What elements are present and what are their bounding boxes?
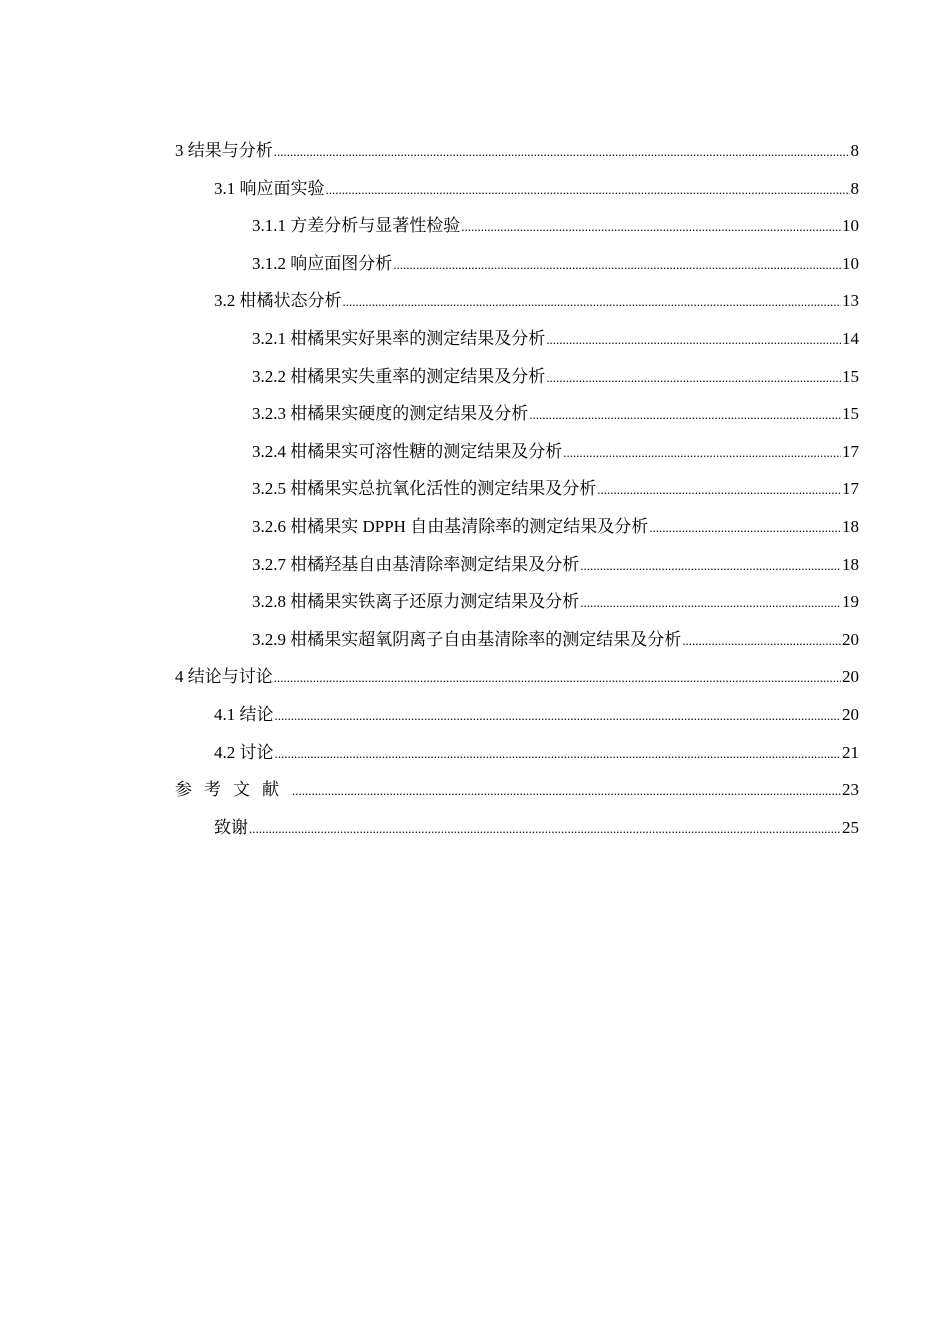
table-of-contents bbox=[175, 138, 859, 852]
toc-leader-dots bbox=[275, 702, 842, 729]
toc-entry-3[interactable] bbox=[175, 138, 859, 176]
toc-page-number: 17 bbox=[842, 479, 859, 499]
toc-entry-3-1[interactable] bbox=[175, 176, 859, 214]
toc-page-number: 14 bbox=[842, 328, 859, 348]
toc-entry-3-2-1[interactable] bbox=[175, 326, 859, 364]
toc-leader-dots bbox=[249, 815, 841, 842]
toc-entry-title: 3.2.4 柑橘果实可溶性糖的测定结果及分析 bbox=[252, 441, 563, 461]
toc-entry-title: 3.2.2 柑橘果实失重率的测定结果及分析 bbox=[252, 366, 546, 386]
toc-page-number: 10 bbox=[842, 216, 859, 236]
toc-leader-dots bbox=[649, 514, 841, 541]
toc-entry-title: 3.2.1 柑橘果实好果率的测定结果及分析 bbox=[252, 328, 546, 348]
toc-entry-title: 3.1.2 响应面图分析 bbox=[252, 253, 393, 273]
toc-leader-dots bbox=[275, 740, 842, 767]
toc-entry-references[interactable] bbox=[175, 777, 859, 815]
toc-page-number: 20 bbox=[842, 629, 859, 649]
toc-leader-dots bbox=[274, 138, 850, 165]
toc-page-number: 25 bbox=[842, 817, 859, 837]
toc-entry-title: 4.1 结论 bbox=[214, 704, 274, 724]
toc-entry-3-2-7[interactable] bbox=[175, 552, 859, 590]
toc-entry-3-2-8[interactable] bbox=[175, 589, 859, 627]
toc-leader-dots bbox=[597, 476, 841, 503]
toc-page-number: 18 bbox=[842, 516, 859, 536]
toc-entry-title: 3.2.6 柑橘果实 DPPH 自由基清除率的测定结果及分析 bbox=[252, 516, 649, 536]
toc-leader-dots bbox=[343, 288, 842, 315]
toc-entry-acknowledgements[interactable] bbox=[175, 815, 859, 853]
toc-page-number: 10 bbox=[842, 253, 859, 273]
toc-entry-3-2-5[interactable] bbox=[175, 476, 859, 514]
toc-entry-title: 4.2 讨论 bbox=[214, 742, 274, 762]
toc-leader-dots bbox=[274, 664, 841, 691]
toc-leader-dots bbox=[292, 777, 841, 804]
toc-page-number: 15 bbox=[842, 366, 859, 386]
toc-page-number: 15 bbox=[842, 404, 859, 424]
toc-entry-3-2-2[interactable] bbox=[175, 364, 859, 402]
toc-leader-dots bbox=[580, 552, 841, 579]
toc-entry-title: 3.2.3 柑橘果实硬度的测定结果及分析 bbox=[252, 404, 529, 424]
toc-page-number: 20 bbox=[842, 667, 859, 687]
toc-page-number: 8 bbox=[850, 178, 859, 198]
toc-page-number: 13 bbox=[842, 291, 859, 311]
toc-leader-dots bbox=[546, 326, 841, 353]
toc-entry-title: 3.1 响应面实验 bbox=[214, 178, 325, 198]
toc-entry-title: 参考文献 bbox=[175, 780, 291, 800]
toc-entry-title: 4 结论与讨论 bbox=[175, 667, 273, 687]
toc-entry-3-1-1[interactable] bbox=[175, 213, 859, 251]
toc-entry-4[interactable] bbox=[175, 664, 859, 702]
toc-entry-title: 3.2.8 柑橘果实铁离子还原力测定结果及分析 bbox=[252, 592, 580, 612]
toc-entry-title: 3.2 柑橘状态分析 bbox=[214, 291, 342, 311]
toc-page-number: 23 bbox=[842, 780, 859, 800]
toc-entry-title: 3 结果与分析 bbox=[175, 141, 273, 160]
toc-leader-dots bbox=[546, 364, 841, 391]
toc-leader-dots bbox=[461, 213, 841, 240]
toc-entry-3-2-9[interactable] bbox=[175, 627, 859, 665]
toc-entry-3-2-4[interactable] bbox=[175, 439, 859, 477]
toc-entry-3-1-2[interactable] bbox=[175, 251, 859, 289]
toc-page-number: 8 bbox=[850, 141, 859, 160]
toc-page-number: 21 bbox=[842, 742, 859, 762]
toc-leader-dots bbox=[326, 176, 850, 203]
toc-entry-title: 3.2.7 柑橘羟基自由基清除率测定结果及分析 bbox=[252, 554, 580, 574]
toc-entry-title: 致谢 bbox=[214, 817, 248, 837]
toc-entry-title: 3.2.9 柑橘果实超氧阴离子自由基清除率的测定结果及分析 bbox=[252, 629, 682, 649]
toc-entry-title: 3.2.5 柑橘果实总抗氧化活性的测定结果及分析 bbox=[252, 479, 597, 499]
toc-leader-dots bbox=[563, 439, 841, 466]
toc-leader-dots bbox=[580, 589, 841, 616]
toc-page-number: 19 bbox=[842, 592, 859, 612]
toc-leader-dots bbox=[529, 401, 841, 428]
toc-entry-3-2[interactable] bbox=[175, 288, 859, 326]
toc-page-number: 17 bbox=[842, 441, 859, 461]
toc-entry-4-2[interactable] bbox=[175, 740, 859, 778]
toc-entry-title: 3.1.1 方差分析与显著性检验 bbox=[252, 216, 461, 236]
toc-leader-dots bbox=[393, 251, 841, 278]
toc-page-number: 18 bbox=[842, 554, 859, 574]
toc-leader-dots bbox=[682, 627, 841, 654]
toc-entry-3-2-3[interactable] bbox=[175, 401, 859, 439]
toc-page-number: 20 bbox=[842, 704, 859, 724]
toc-entry-4-1[interactable] bbox=[175, 702, 859, 740]
toc-entry-3-2-6[interactable] bbox=[175, 514, 859, 552]
